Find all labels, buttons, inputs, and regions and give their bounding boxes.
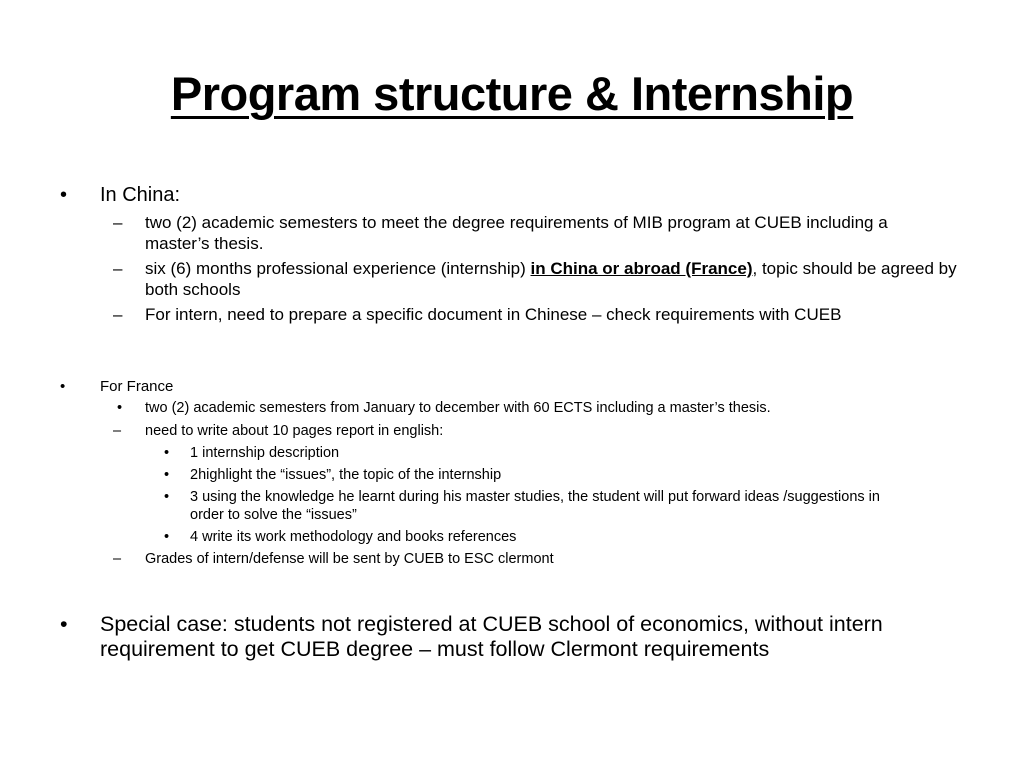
report-item-1-marker: • [164, 445, 170, 461]
report-item-3-marker: • [164, 489, 170, 505]
china-item-1-marker: – [113, 213, 123, 232]
china-item-2-marker: – [113, 259, 123, 278]
france-bullet: • [60, 378, 66, 395]
france-heading: For France [100, 378, 174, 395]
slide-title-text: Program structure & Internship [170, 67, 854, 120]
france-grades: Grades of intern/defense will be sent by CUEB to ESC clermont [145, 551, 554, 567]
report-item-2: 2highlight the “issues”, the topic of the internship [190, 467, 502, 483]
report-item-1: 1 internship description [190, 445, 340, 461]
china-item-1: two (2) academic semesters to meet the degree requirements of MIB program at CUEB including a master’s thesis. [145, 213, 888, 253]
france-item-2: need to write about 10 pages report in english: [145, 423, 444, 439]
china-item-2-text-b: , topic should be agreed by both schools [145, 259, 957, 299]
china-item-2-emphasis: in China or abroad (France) [530, 259, 753, 278]
report-item-4: 4 write its work methodology and books references [190, 529, 517, 545]
special-bullet: • [60, 612, 68, 636]
slide-title [0, 64, 1024, 124]
france-item-2-marker: – [113, 423, 122, 439]
china-item-3-marker: – [113, 305, 123, 324]
china-item-3: For intern, need to prepare a specific document in Chinese – check requirements with CUEB [145, 305, 842, 324]
china-item-2-text-a: six (6) months professional experience (internship) [145, 259, 531, 278]
france-grades-marker: – [113, 551, 122, 567]
report-item-4-marker: • [164, 529, 170, 545]
france-item-1: two (2) academic semesters from January to december with 60 ECTS including a master’s thesis. [145, 400, 771, 416]
special-case: Special case: students not registered at CUEB school of economics, without intern requirement to get CUEB degree – must follow Clermont requirements [100, 612, 883, 661]
china-item-2 [145, 258, 960, 300]
china-bullet: • [60, 184, 68, 206]
report-item-2-marker: • [164, 467, 170, 483]
report-item-3: 3 using the knowledge he learnt during his master studies, the student will put forward ideas /suggestions in order to solve the “issues” [190, 489, 880, 523]
france-item-1-marker: • [117, 400, 123, 416]
china-heading: In China: [100, 184, 181, 206]
